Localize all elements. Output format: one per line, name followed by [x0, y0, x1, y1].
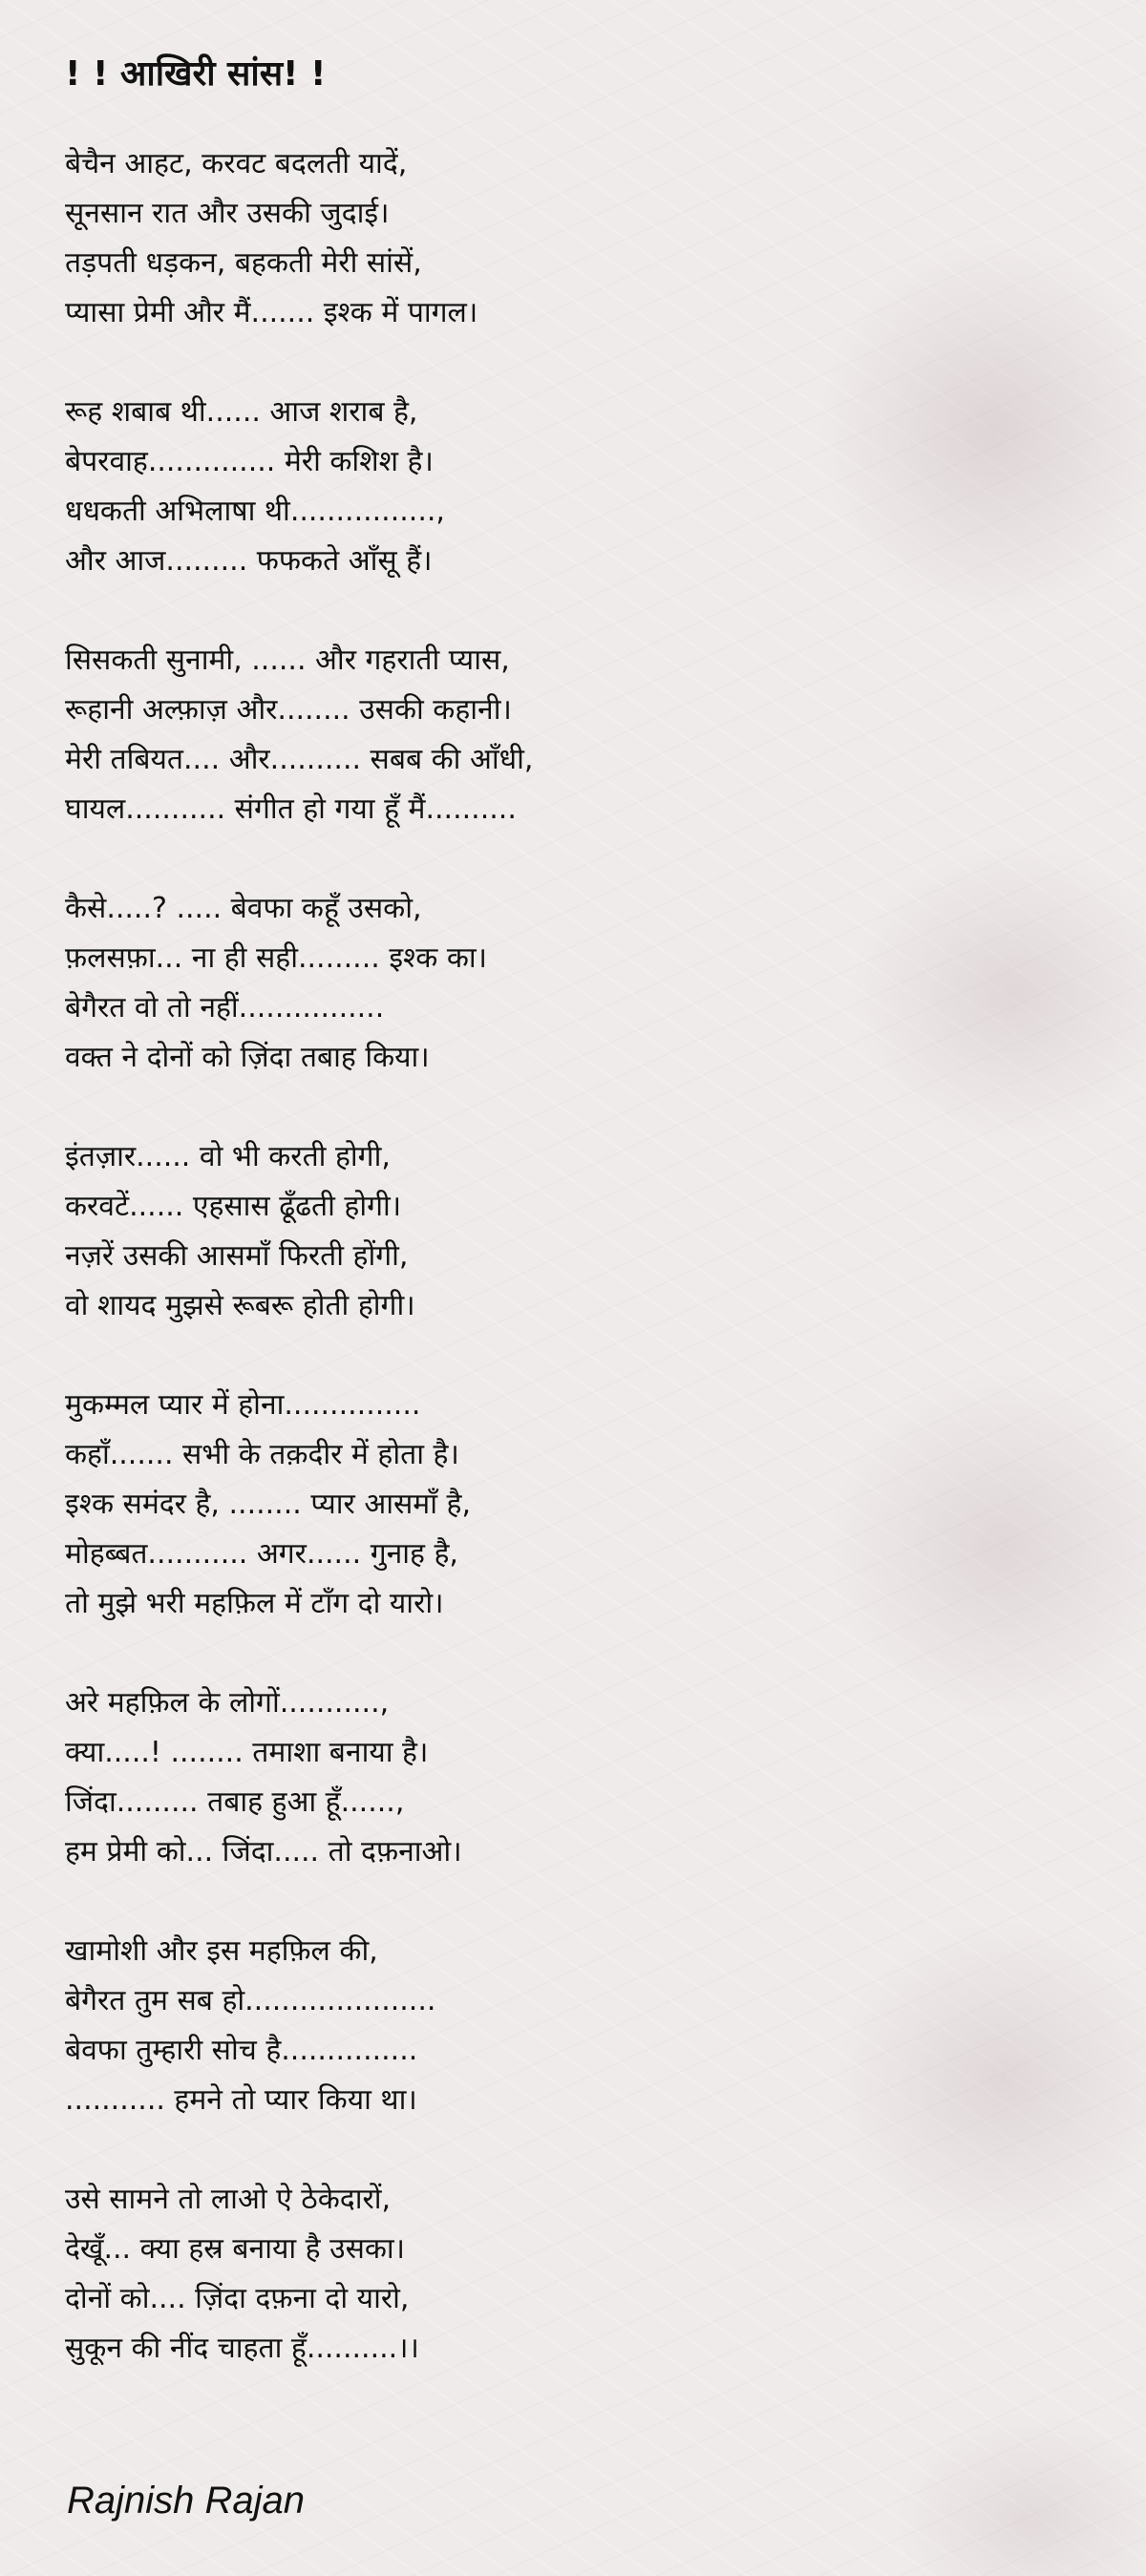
poem-line: वक्त ने दोनों को ज़िंदा तबाह किया।	[65, 1041, 430, 1074]
stanza	[65, 139, 1096, 338]
poem-line: नज़रें उसकी आसमाँ फिरती होंगी,	[65, 1239, 409, 1273]
poem-line: मोहब्बत........... अगर...... गुनाह है,	[65, 1537, 458, 1571]
poem-line: कैसे.....? ..... बेवफा कहूँ उसको,	[65, 892, 422, 925]
poem-line: फ़लसफ़ा... ना ही सही......... इश्क का।	[65, 941, 488, 975]
poem-title: ! ! आखिरी सांस! !	[65, 54, 327, 94]
stanza	[65, 388, 1096, 586]
poem-line: बेपरवाह.............. मेरी कशिश है।	[65, 445, 434, 478]
poem-line: इश्क समंदर है, ........ प्यार आसमाँ है,	[65, 1488, 471, 1521]
poem-line: इंतज़ार...... वो भी करती होगी,	[65, 1140, 391, 1173]
poem-line: वो शायद मुझसे रूबरू होती होगी।	[65, 1289, 415, 1322]
poem-line: बेगैरत तुम सब हो.....................	[65, 1984, 436, 2017]
poem-line: सुकून की नींद चाहता हूँ..........।।	[65, 2332, 419, 2365]
author-name: Rajnish Rajan	[67, 2480, 306, 2522]
poem-body	[65, 139, 1096, 2423]
poem-line: करवटें...... एहसास ढूँढती होगी।	[65, 1190, 402, 1223]
poem-line: रूह शबाब थी...... आज शराब है,	[65, 395, 418, 429]
poem-line: सिसकती सुनामी, ...... और गहराती प्यास,	[65, 644, 510, 677]
poem-line: जिंदा......... तबाह हुआ हूँ......,	[65, 1785, 405, 1819]
poem-line: देखूँ... क्या हस्र बनाया है उसका।	[65, 2232, 406, 2266]
poem-line: खामोशी और इस महफ़िल की,	[65, 1934, 378, 1968]
poem-line: उसे सामने तो लाओ ऐ ठेकेदारों,	[65, 2183, 392, 2216]
poem-line: धधकती अभिलाषा थी................,	[65, 495, 445, 528]
stanza	[65, 884, 1096, 1083]
poem-line: रूहानी अल्फ़ाज़ और........ उसकी कहानी।	[65, 693, 512, 727]
stanza	[65, 1927, 1096, 2125]
stanza	[65, 1679, 1096, 1877]
poem-line: प्यासा प्रेमी और मैं....... इश्क में पागल।	[65, 296, 478, 329]
poem-line: बेवफा तुम्हारी सोच है...............	[65, 2034, 418, 2067]
poem-line: दोनों को.... ज़िंदा दफ़ना दो यारो,	[65, 2282, 410, 2315]
poem-line: तड़पती धड़कन, बहकती मेरी सांसें,	[65, 246, 422, 280]
stanza	[65, 2175, 1096, 2374]
poem-line: ........... हमने तो प्यार किया था।	[65, 2083, 417, 2117]
poem-line: बेगैरत वो तो नहीं................	[65, 991, 385, 1024]
stanza	[65, 636, 1096, 834]
stanza	[65, 1381, 1096, 1629]
poem-line: तो मुझे भरी महफ़िल में टाँग दो यारो।	[65, 1587, 444, 1620]
poem-line: बेचैन आहट, करवट बदलती यादें,	[65, 147, 408, 180]
poem-line: घायल........... संगीत हो गया हूँ मैं..........	[65, 792, 517, 826]
poem-line: कहाँ....... सभी के तक़दीर में होता है।	[65, 1438, 459, 1471]
poem-line: मुकम्मल प्यार में होना...............	[65, 1388, 421, 1422]
poem-line: हम प्रेमी को... जिंदा..... तो दफ़नाओ।	[65, 1835, 462, 1869]
poem-line: अरे महफ़िल के लोगों...........,	[65, 1686, 390, 1720]
stanza	[65, 1132, 1096, 1331]
poem-line: क्या.....! ........ तमाशा बनाया है।	[65, 1736, 429, 1769]
poem-line: और आज......... फफकते आँसू हैं।	[65, 544, 433, 578]
poem-line: मेरी तबियत.... और.......... सबब की आँधी,	[65, 743, 534, 776]
poem-line: सूनसान रात और उसकी जुदाई।	[65, 197, 390, 230]
